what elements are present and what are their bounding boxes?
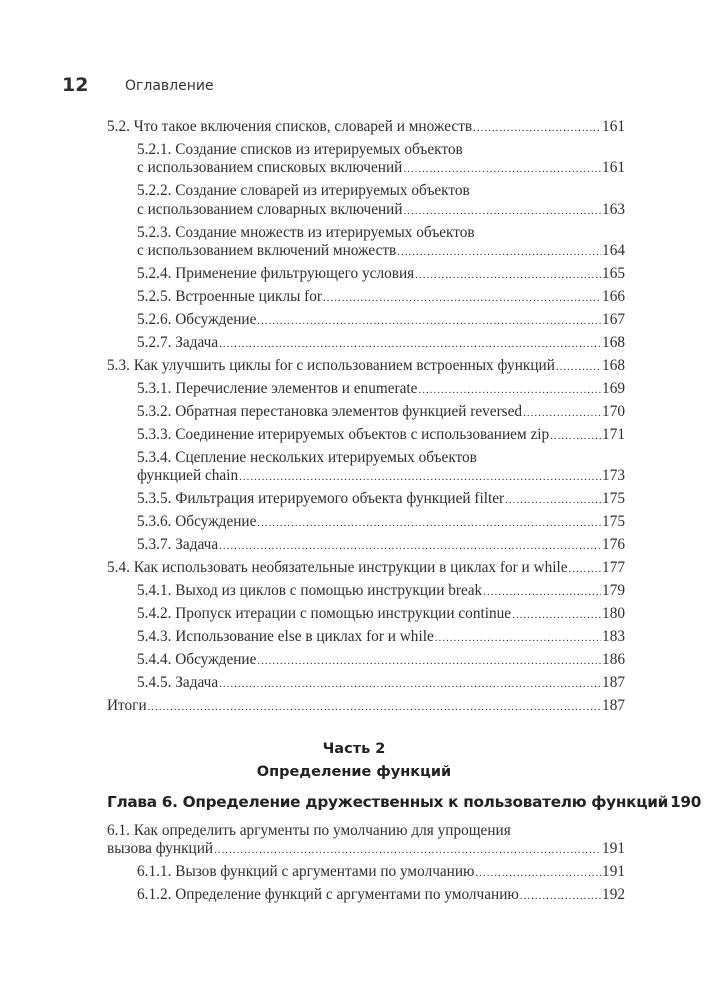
toc-entry-line [137,265,625,283]
toc-entry-line [137,467,625,485]
leader-dots [403,159,601,178]
toc-entry-page: 165 [602,265,625,283]
toc-entry[interactable] [107,822,625,859]
toc-entry-title: 5.2.1. Создание списков из итерируемых объектов [137,140,463,158]
toc-entry[interactable] [107,651,625,669]
toc-entry-title: 5.2.4. Применение фильтрующего условия [137,265,415,283]
toc-entry[interactable] [107,886,625,904]
toc-entry-title: 5.2.2. Создание словарей из итерируемых объектов [137,182,470,200]
toc-entry[interactable] [107,697,625,715]
toc-entry-line [137,311,625,329]
toc-entry-title: 6.1.1. Вызов функций с аргументами по умолчанию [137,863,475,881]
toc-entry-line [137,605,625,623]
toc-list [107,118,625,720]
toc-entry[interactable] [107,141,625,178]
leader-dots [219,674,601,693]
toc-entry-line [137,224,625,242]
leader-dots [418,380,601,399]
toc-entry-title: 5.3. Как улучшить циклы for с использованием встроенных функций [107,357,555,375]
toc-entry-title: 5.3.1. Перечисление элементов и enumerate [137,380,418,398]
leader-dots [569,559,602,578]
toc-entry-page: 191 [602,840,625,858]
toc-entry-page: 187 [602,697,625,715]
leader-dots [520,886,601,905]
toc-entry[interactable] [107,182,625,219]
toc-entry-page: 169 [602,380,625,398]
leader-dots [473,118,601,137]
toc-entry[interactable] [107,311,625,329]
toc-entry[interactable] [107,605,625,623]
toc-entry-page: 187 [602,674,625,692]
toc-entry-line [137,182,625,200]
toc-entry-page: 161 [602,159,625,177]
toc-entry-line [137,674,625,692]
toc-entry-line [137,159,625,177]
toc-entry-line [137,449,625,467]
toc-entry-line [107,822,625,840]
toc-entry[interactable] [107,559,625,577]
toc-entry-line [137,863,625,881]
toc-entry-line [137,201,625,219]
toc-entry-title: 5.3.3. Соединение итерируемых объектов с использованием zip [137,426,550,443]
leader-dots [257,651,601,670]
toc-entry-page: 167 [602,311,625,329]
toc-entry-title: 5.3.7. Задача [137,536,219,554]
part-title: Определение функций [256,764,452,780]
toc-entry-page: 166 [602,288,625,306]
toc-entry-page: 183 [602,628,625,646]
toc-entry[interactable] [107,288,625,306]
toc-entry-title: 5.3.5. Фильтрация итерируемого объекта функцией filter [137,490,505,508]
toc-entry-title: 5.4.4. Обсуждение [137,651,257,669]
toc-entry-line [137,582,625,600]
toc-entry[interactable] [107,536,625,554]
toc-entry-line [137,141,625,159]
leader-dots [505,490,601,509]
leader-dots [239,467,601,486]
leader-dots [219,536,601,555]
toc-entry-page: 186 [602,651,625,669]
toc-entry-title: функцией chain [137,467,239,485]
toc-entry-page: 163 [602,200,625,218]
toc-entry-page: 176 [602,536,625,554]
toc-entry-page: 168 [602,334,625,352]
toc-entry-line [137,242,625,260]
toc-entry-page: 170 [602,403,625,421]
leader-dots [404,201,601,220]
toc-entry-line [137,886,625,904]
toc-entry-page: 192 [602,886,625,904]
toc-entry-title: 5.2.5. Встроенные циклы for [137,288,323,306]
leader-dots [523,403,601,422]
toc-entry-title: 5.3.6. Обсуждение [137,513,257,531]
toc-entry-line [137,536,625,554]
toc-entry-title: Итоги [107,697,147,715]
leader-dots [148,697,601,716]
toc-entry-page: 164 [602,242,625,260]
toc-entry-line [137,651,625,669]
toc-entry-line [137,490,625,508]
toc-entry-title: 5.2.3. Создание множеств из итерируемых объектов [137,223,475,241]
toc-entry-page: 177 [602,559,625,577]
toc-entry[interactable] [107,674,625,692]
leader-dots [257,311,601,330]
toc-entry[interactable] [107,380,625,398]
toc-entry[interactable] [107,118,625,136]
toc-entry[interactable] [107,513,625,531]
toc-entry-line [137,426,625,444]
toc-entry[interactable] [107,403,625,421]
leader-dots [323,288,601,307]
page-number: 12 [62,74,89,96]
leader-dots [214,840,601,859]
leader-dots [512,605,601,624]
toc-entry-title: 5.4.5. Задача [137,674,219,692]
leader-dots [475,863,601,882]
toc-entry[interactable] [107,426,625,444]
toc-entry-page: 161 [602,118,625,135]
toc-list [107,822,625,909]
toc-entry-line [107,840,625,858]
toc-entry-page: 175 [602,490,625,508]
toc-entry-line [137,403,625,421]
toc-entry[interactable] [107,628,625,646]
toc-entry-page: 175 [602,513,625,531]
chapter-entry[interactable] [107,793,702,811]
leader-dots [483,582,601,601]
toc-entry-title: 5.3.4. Сцепление нескольких итерируемых объектов [137,448,477,466]
toc-entry-line [137,288,625,306]
toc-entry-title: 5.3.2. Обратная перестановка элементов функцией reversed [137,403,523,421]
part-label: Часть 2 [322,741,386,757]
chapter-page: 190 [670,793,702,811]
toc-entry[interactable] [107,490,625,508]
toc-entry-line [107,357,625,375]
toc-entry-line [107,118,625,136]
leader-dots [550,426,601,445]
leader-dots [219,334,601,353]
toc-entry[interactable] [107,265,625,283]
toc-entry-page: 180 [602,605,625,623]
toc-entry-title: с использованием включений множеств [137,242,397,260]
toc-entry[interactable] [107,582,625,600]
leader-dots [415,265,601,284]
toc-entry-page: 173 [602,467,625,485]
running-title: Оглавление [125,78,214,94]
leader-dots [257,513,601,532]
toc-entry-title: 5.4.2. Пропуск итерации с помощью инструкции continue [137,605,512,623]
leader-dots [556,357,601,376]
toc-entry[interactable] [107,334,625,352]
toc-entry-title: вызова функций [107,840,214,858]
toc-entry[interactable] [107,449,625,486]
toc-entry-page: 168 [602,357,625,375]
toc-entry-line [107,559,625,577]
leader-dots [435,628,601,647]
toc-entry-page: 191 [602,863,625,881]
toc-entry-title: 5.2.6. Обсуждение [137,311,257,329]
toc-entry-title: 5.2. Что такое включения списков, словарей и множеств [107,118,473,135]
part-heading [0,738,708,784]
chapter-title: Глава 6. Определение дружественных к пользователю функций [107,793,669,811]
toc-entry-page: 179 [602,582,625,600]
toc-entry-line [137,513,625,531]
toc-entry-line [107,697,625,715]
toc-entry[interactable] [107,357,625,375]
toc-entry-title: 5.4. Как использовать необязательные инструкции в циклах for и while [107,559,568,577]
toc-entry-title: с использованием списковых включений [137,159,403,177]
leader-dots [397,242,601,261]
toc-entry-line [137,628,625,646]
toc-entry-title: 5.4.1. Выход из циклов с помощью инструкции break [137,582,483,600]
toc-entry[interactable] [107,863,625,881]
toc-entry-page: 171 [602,426,625,443]
toc-entry-title: 5.4.3. Использование else в циклах for и while [137,628,434,646]
toc-entry-title: с использованием словарных включений [137,200,403,218]
toc-entry-line [137,380,625,398]
toc-entry[interactable] [107,224,625,261]
toc-entry-title: 5.2.7. Задача [137,334,219,352]
toc-entry-line [137,334,625,352]
toc-entry-title: 6.1. Как определить аргументы по умолчанию для упрощения [107,822,511,839]
toc-entry-title: 6.1.2. Определение функций с аргументами по умолчанию [137,886,519,904]
